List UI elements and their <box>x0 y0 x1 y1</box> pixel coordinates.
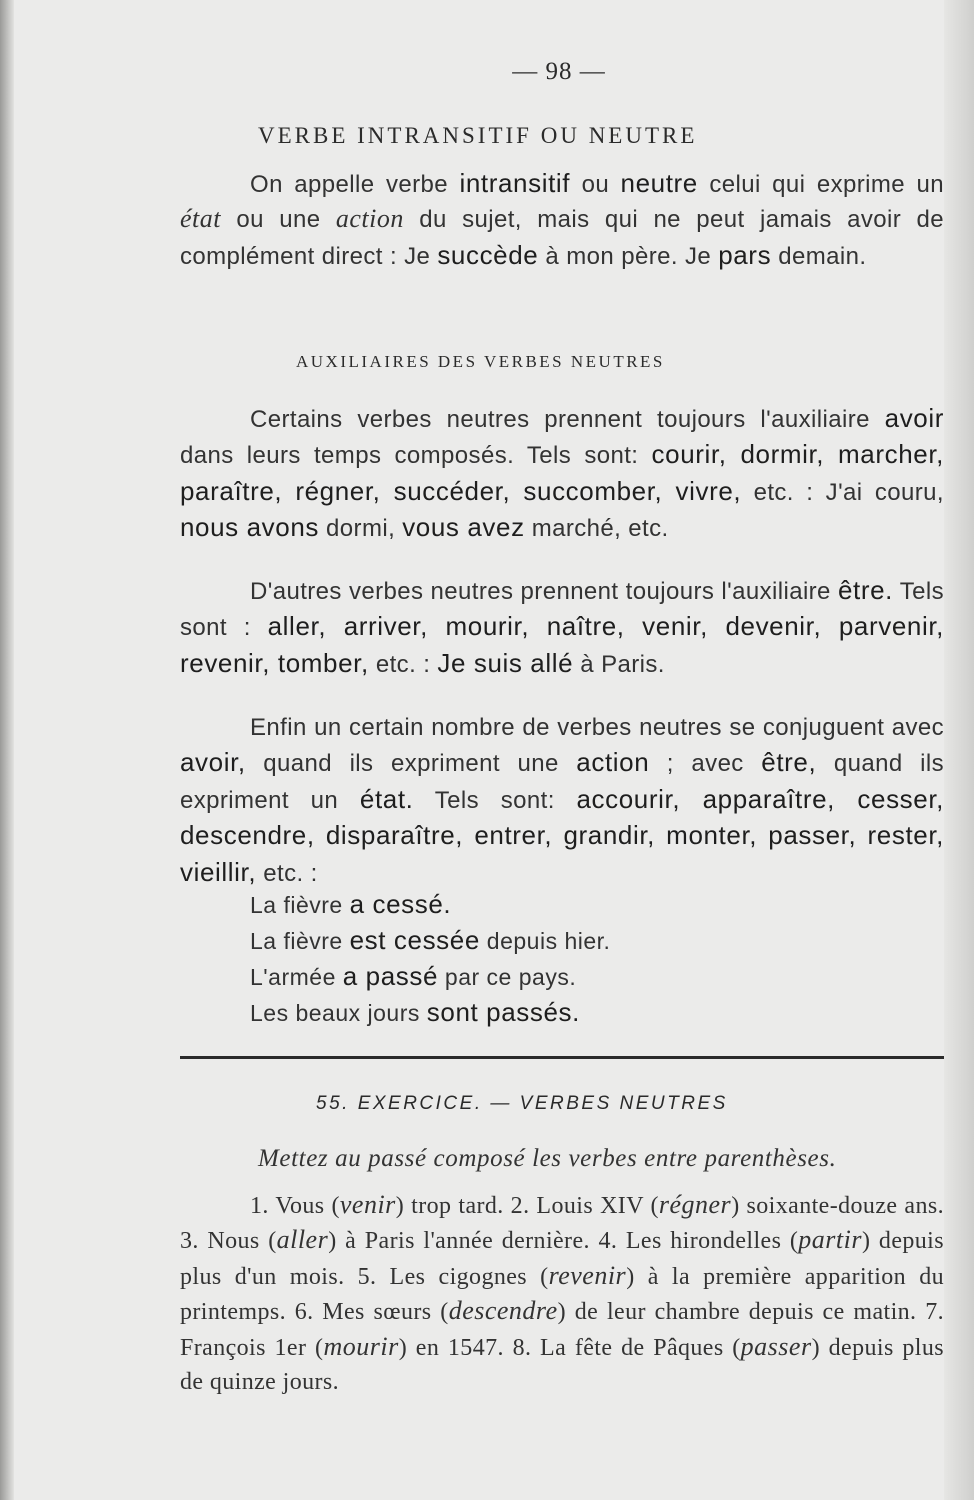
book-page <box>170 0 944 1500</box>
page-edge-shadow <box>944 0 974 1500</box>
example-line: La fièvre est cessée depuis hier. <box>250 925 611 955</box>
divider-rule <box>180 1056 944 1059</box>
example-line: Les beaux jours sont passés. <box>250 997 580 1027</box>
examples-list <box>250 887 850 1031</box>
term-action: action <box>335 204 404 234</box>
avoir-etre-paragraph: Enfin un certain nombre de verbes neutres se conjuguent avec avoir, quand ils expriment une action ; avec être, quand ils expriment un état. Tels sont: accourir, apparaître, cesser, descendre, disparaître, entrer, grandir, monter, passer, rester, vieillir, etc. : <box>180 714 944 887</box>
page-number: — 98 — <box>512 58 606 85</box>
exercise-title: 55. EXERCICE. — VERBES NEUTRES <box>316 1093 728 1114</box>
term-etat: état <box>180 204 221 234</box>
avoir-paragraph: Certains verbes neutres prennent toujours l'auxiliaire avoir dans leurs temps composés. Tels sont: courir, dormir, marcher, paraître, régner, succéder, succomber, vivre, etc. : J'ai couru, nous avons dormi, vous avez marché, etc. <box>180 403 944 543</box>
term-intransitif: intransitif <box>459 168 571 198</box>
page-binding-shadow <box>0 0 14 1500</box>
exercise-instruction: Mettez au passé composé les verbes entre parenthèses. <box>258 1145 837 1172</box>
section-title: VERBE INTRANSITIF OU NEUTRE <box>258 123 698 148</box>
example-line: L'armée a passé par ce pays. <box>250 961 577 991</box>
etre-paragraph: D'autres verbes neutres prennent toujours l'auxiliaire être. Tels sont : aller, arriver, mourir, naître, venir, devenir, parvenir, revenir, tomber, etc. : Je suis allé à Paris. <box>180 575 944 678</box>
example-line: La fièvre a cessé. <box>250 889 452 919</box>
exercise-text: 1. Vous (venir) trop tard. 2. Louis XIV (régner) soixante-douze ans. 3. Nous (aller) à Paris l'année dernière. 4. Les hirondelles (partir) depuis plus d'un mois. 5. Les cigognes (revenir) à la première apparition du printemps. 6. Mes sœurs (descendre) de leur chambre depuis ce matin. 7. François 1er (mourir) en 1547. 8. La fête de Pâques (passer) depuis plus de quinze jours. <box>180 1190 944 1396</box>
definition-paragraph: On appelle verbe intransitif ou neutre celui qui exprime un état ou une action du sujet, mais qui ne peut jamais avoir de complément direct : Je succède à mon père. Je pars demain. <box>180 168 944 270</box>
term-neutre: neutre <box>620 168 698 198</box>
subsection-title: AUXILIAIRES DES VERBES NEUTRES <box>296 352 665 371</box>
